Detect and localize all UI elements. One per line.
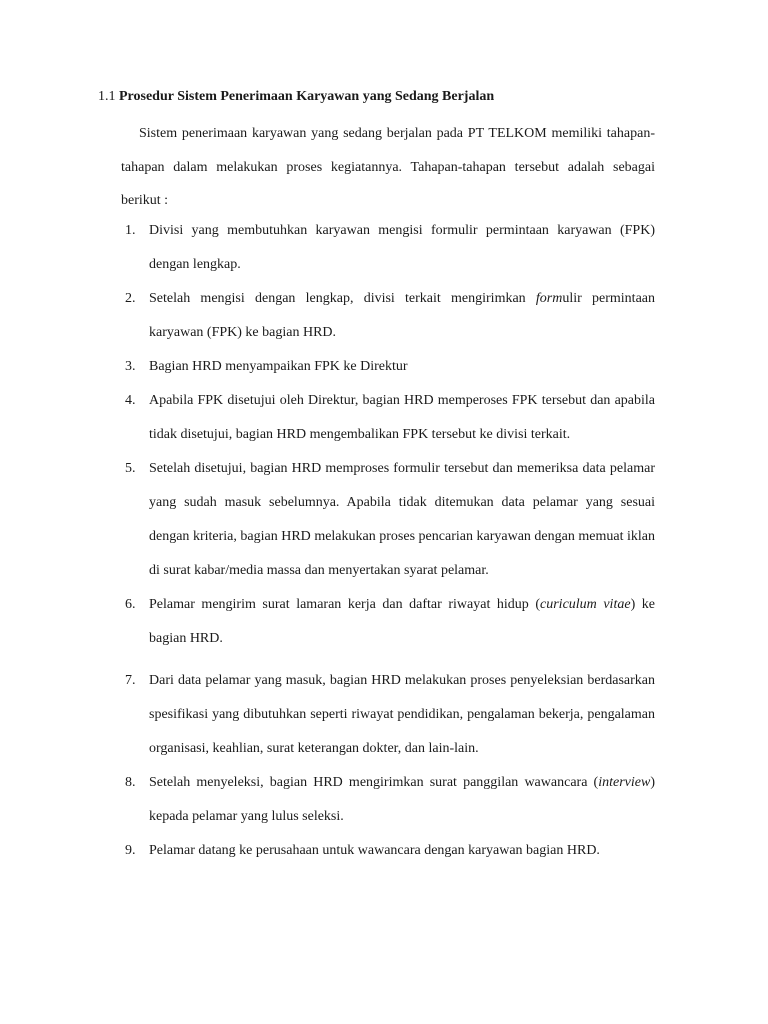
list-marker: 6. — [125, 597, 136, 612]
list-marker: 3. — [125, 359, 136, 374]
list-marker: 1. — [125, 223, 136, 238]
list-item-text-before: Pelamar mengirim surat lamaran kerja dan daftar riwayat hidup ( — [149, 597, 541, 612]
list-item-text-italic: curiculum vitae — [540, 597, 631, 612]
list-item-text: Apabila FPK disetujui oleh Direktur, bagian HRD memperoses FPK tersebut dan apabila tidak disetujui, bagian HRD mengembalikan FPK tersebut ke divisi terkait. — [149, 393, 655, 442]
list-item — [121, 214, 655, 282]
list-item — [121, 664, 655, 766]
section-number: 1.1 — [98, 89, 116, 104]
list-item-text-italic: interview — [598, 775, 651, 790]
list-marker: 8. — [125, 775, 136, 790]
procedure-steps-list — [121, 214, 655, 868]
list-item-text-after: ) kepada pelamar yang lulus seleksi. — [149, 775, 655, 824]
list-item-text-after: ) ke bagian HRD. — [149, 597, 655, 646]
list-item-text: Divisi yang membutuhkan karyawan mengisi formulir permintaan karyawan (FPK) dengan lengkap. — [149, 223, 655, 272]
list-item-text-before: Setelah mengisi dengan lengkap, divisi terkait mengirimkan — [149, 291, 536, 306]
list-item — [121, 452, 655, 588]
intro-paragraph: Sistem penerimaan karyawan yang sedang berjalan pada PT TELKOM memiliki tahapan-tahapan dalam melakukan proses kegiatannya. Tahapan-tahapan tersebut adalah sebagai berikut : — [121, 126, 655, 208]
list-marker: 2. — [125, 291, 136, 306]
list-marker: 5. — [125, 461, 136, 476]
list-item — [121, 766, 655, 834]
list-item-text: Pelamar datang ke perusahaan untuk wawancara dengan karyawan bagian HRD. — [149, 843, 600, 858]
section-title: Prosedur Sistem Penerimaan Karyawan yang Sedang Berjalan — [119, 89, 495, 104]
list-item — [121, 350, 655, 384]
list-item-text-after: ulir permintaan karyawan (FPK) ke bagian HRD. — [149, 291, 655, 340]
list-item-text: Setelah disetujui, bagian HRD memproses formulir tersebut dan memeriksa data pelamar yang sudah masuk sebelumnya. Apabila tidak ditemukan data pelamar yang sesuai dengan kriteria, bagian HRD melakukan proses pencarian karyawan dengan memuat iklan di surat kabar/media massa dan menyertakan syarat pelamar. — [149, 461, 655, 578]
list-item — [121, 282, 655, 350]
list-item — [121, 588, 655, 656]
list-marker: 4. — [125, 393, 136, 408]
list-marker: 7. — [125, 673, 136, 688]
list-item-text: Dari data pelamar yang masuk, bagian HRD melakukan proses penyeleksian berdasarkan spesifikasi yang dibutuhkan seperti riwayat pendidikan, pengalaman bekerja, pengalaman organisasi, keahlian, surat keterangan dokter, dan lain-lain. — [149, 673, 655, 756]
list-marker: 9. — [125, 843, 136, 858]
list-item-text-italic: form — [535, 291, 563, 306]
list-item — [121, 834, 655, 868]
list-item — [121, 384, 655, 452]
list-item-text-before: Setelah menyeleksi, bagian HRD mengirimkan surat panggilan wawancara ( — [149, 775, 599, 790]
list-item-text: Bagian HRD menyampaikan FPK ke Direktur — [149, 359, 408, 374]
section-heading — [98, 87, 494, 107]
